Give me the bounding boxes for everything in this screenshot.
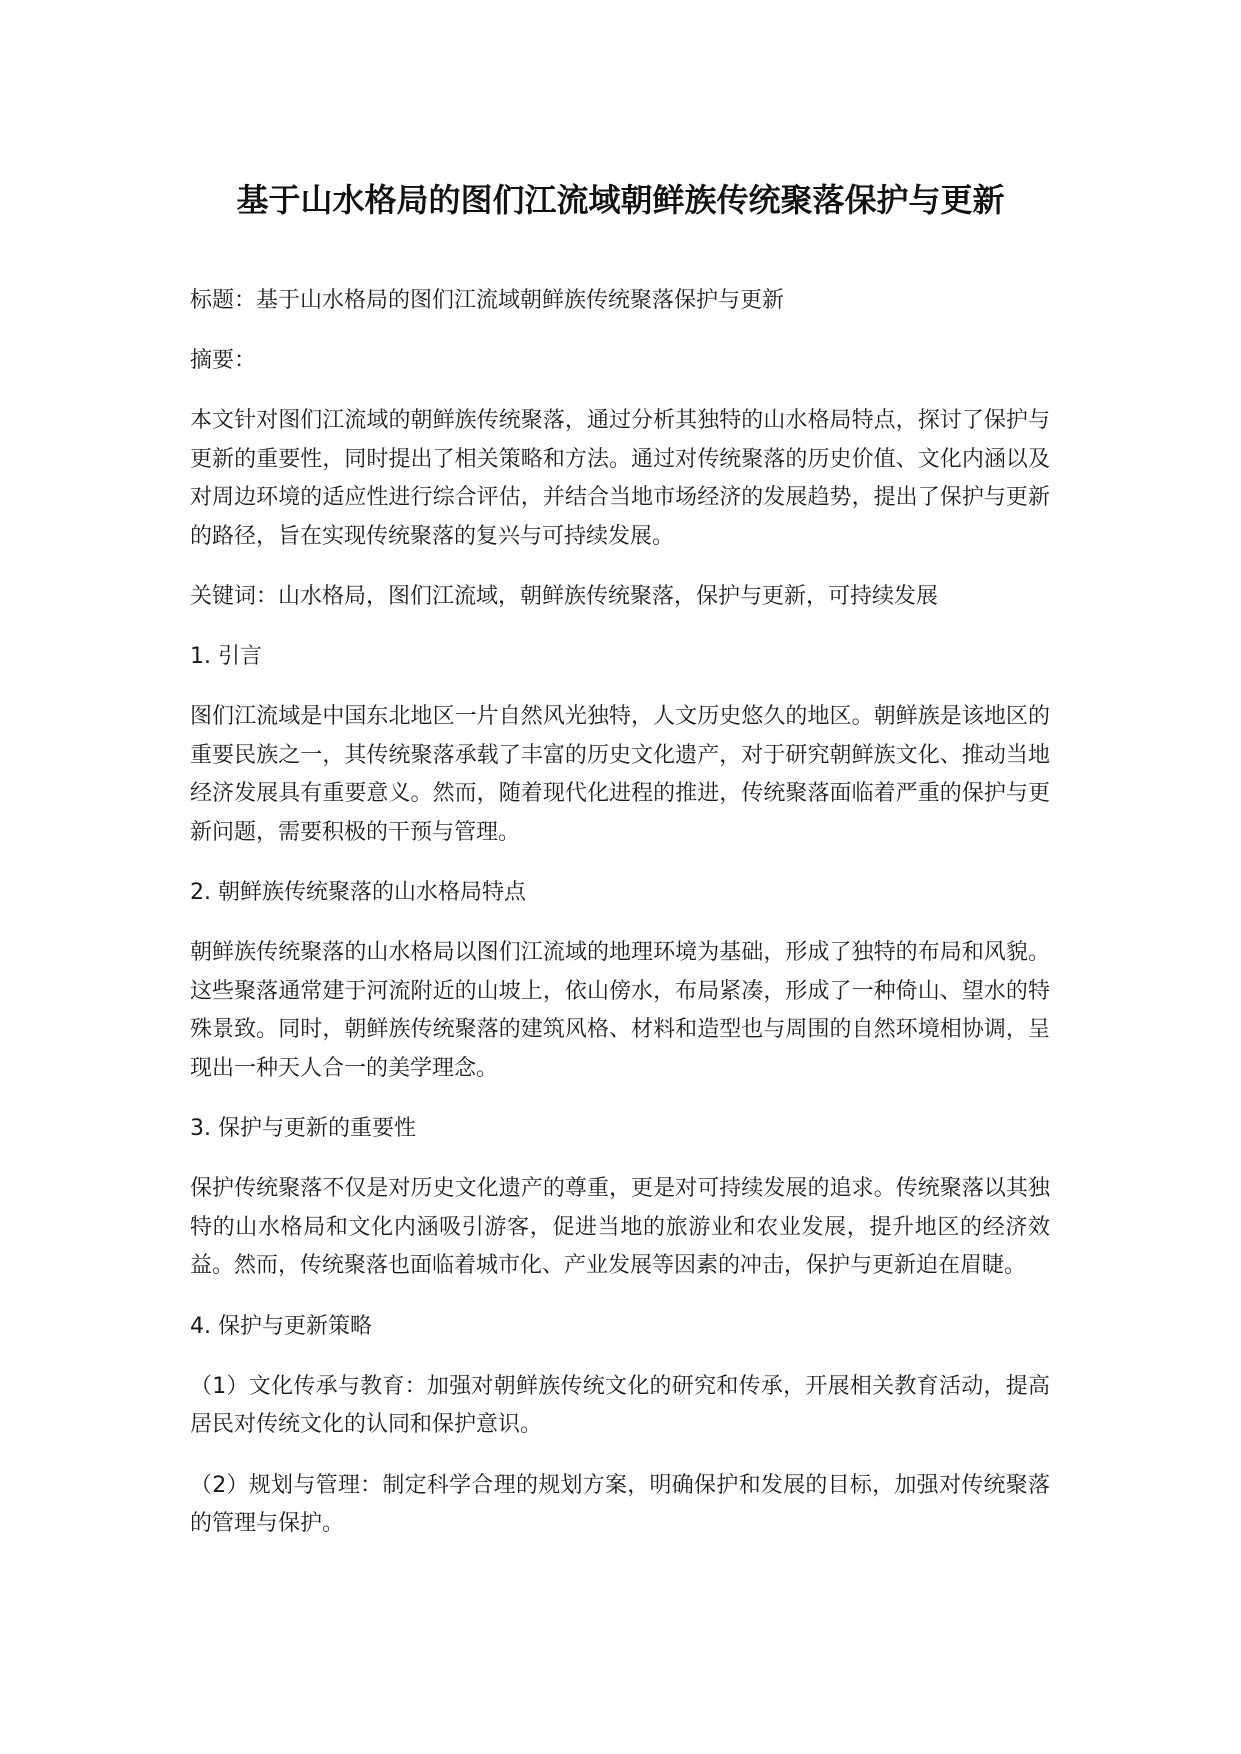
importance-paragraph: 保护传统聚落不仅是对历史文化遗产的尊重，更是对可持续发展的追求。传统聚落以其独特的山水格局和文化内涵吸引游客，促进当地的旅游业和农业发展，提升地区的经济效益。然而，传统聚落也面临着城市化、产业发展等因素的冲击，保护与更新迫在眉睫。: [190, 1176, 1050, 1278]
features-paragraph: 朝鲜族传统聚落的山水格局以图们江流域的地理环境为基础，形成了独特的布局和风貌。这些聚落通常建于河流附近的山坡上，依山傍水，布局紧凑，形成了一种倚山、望水的特殊景致。同时，朝鲜族传统聚落的建筑风格、材料和造型也与周围的自然环境相协调，呈现出一种天人合一的美学理念。: [190, 940, 1050, 1081]
intro-paragraph: 图们江流域是中国东北地区一片自然风光独特，人文历史悠久的地区。朝鲜族是该地区的重要民族之一，其传统聚落承载了丰富的历史文化遗产，对于研究朝鲜族文化、推动当地经济发展具有重要意义。然而，随着现代化进程的推进，传统聚落面临着严重的保护与更新问题，需要积极的干预与管理。: [190, 704, 1050, 845]
title-line: 标题：基于山水格局的图们江流域朝鲜族传统聚落保护与更新: [190, 288, 785, 313]
section-heading-importance: 3. 保护与更新的重要性: [190, 1116, 416, 1141]
section-heading-intro: 1. 引言: [190, 644, 262, 669]
strategy-item-1: （1）文化传承与教育：加强对朝鲜族传统文化的研究和传承，开展相关教育活动，提高居民对传统文化的认同和保护意识。: [190, 1373, 1050, 1437]
document-title: 基于山水格局的图们江流域朝鲜族传统聚落保护与更新: [236, 181, 1005, 219]
document-body: [190, 282, 1050, 1566]
abstract-label: 摘要：: [190, 348, 257, 373]
section-heading-strategy: 4. 保护与更新策略: [190, 1313, 372, 1339]
section-heading-features: 2. 朝鲜族传统聚落的山水格局特点: [190, 880, 526, 905]
abstract-paragraph: 本文针对图们江流域的朝鲜族传统聚落，通过分析其独特的山水格局特点，探讨了保护与更新的重要性，同时提出了相关策略和方法。通过对传统聚落的历史价值、文化内涵以及对周边环境的适应性进行综合评估，并结合当地市场经济的发展趋势，提出了保护与更新的路径，旨在实现传统聚落的复兴与可持续发展。: [190, 408, 1050, 549]
keywords-line: 关键词：山水格局，图们江流域，朝鲜族传统聚落，保护与更新，可持续发展: [190, 584, 939, 609]
strategy-item-2: （2）规划与管理：制定科学合理的规划方案，明确保护和发展的目标，加强对传统聚落的管理与保护。: [190, 1472, 1050, 1536]
